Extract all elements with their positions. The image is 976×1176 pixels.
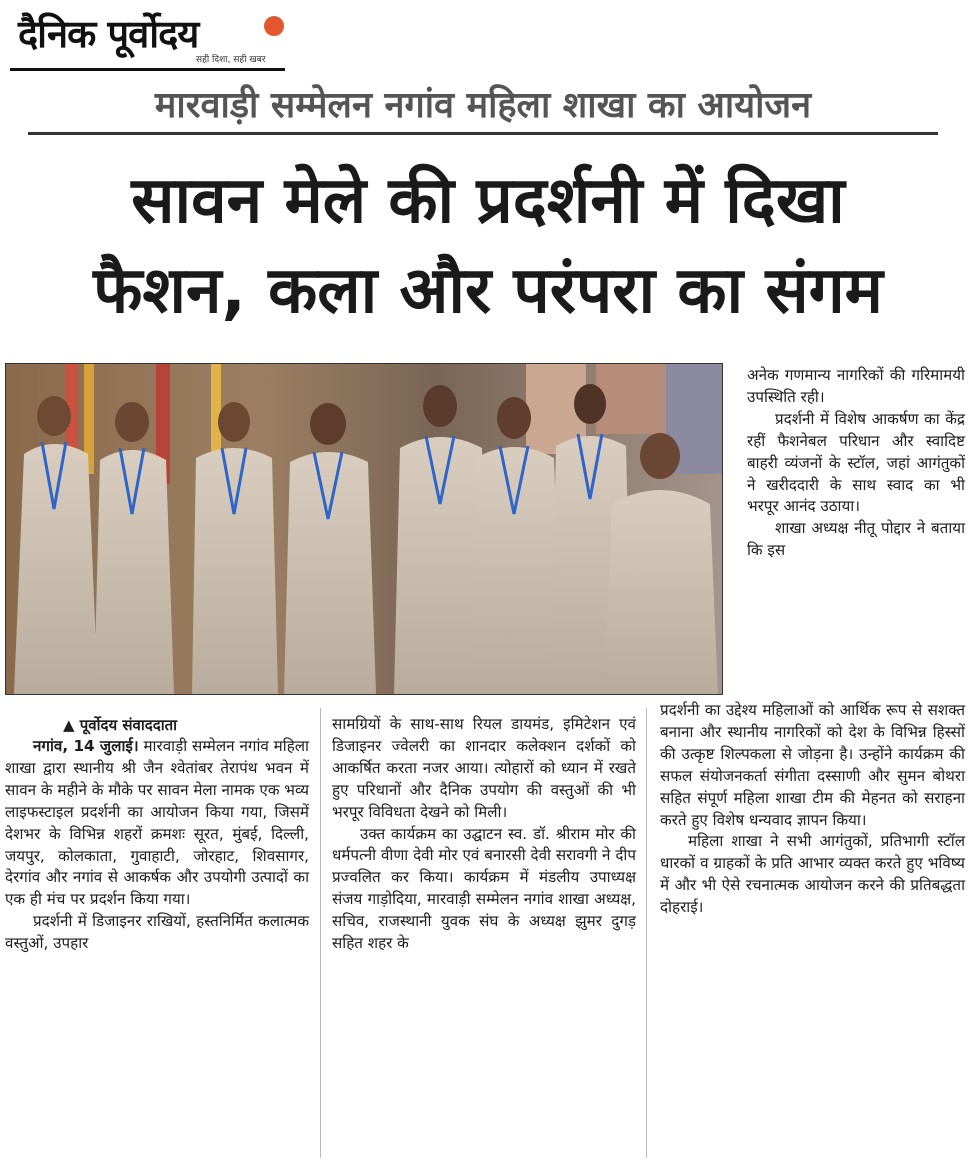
byline xyxy=(5,714,309,736)
article-column-3 xyxy=(660,700,965,919)
kicker-rule xyxy=(28,132,938,135)
kicker-text: मारवाड़ी सम्मेलन नगांव महिला शाखा का आयोजन xyxy=(154,85,812,126)
group-photo-image xyxy=(6,364,722,694)
masthead xyxy=(10,6,285,72)
paragraph: महिला शाखा ने सभी आगंतुकों, प्रतिभागी स्टॉल धारकों व ग्राहकों के प्रति आभार व्यक्त करते हुए भविष्य में और भी ऐसे रचनात्मक आयोजन करने की प्रतिबद्धता दोहराई। xyxy=(660,832,965,917)
paragraph: प्रदर्शनी का उद्देश्य महिलाओं को आर्थिक रूप से सशक्त बनाना और स्थानीय नागरिकों को देश के विभिन्न हिस्सों की उत्कृष्ट शिल्पकला से जोड़ना है। उन्होंने कार्यक्रम की सफल संयोजनकर्ता संगीता दस्साणी और सुमन बोथरा सहित संपूर्ण महिला शाखा टीम की मेहनत को सराहना करते हुए विशेष धन्यवाद ज्ञापन किया। xyxy=(660,701,965,829)
paragraph: मारवाड़ी सम्मेलन नगांव महिला शाखा द्वारा स्थानीय श्री जैन श्वेतांबर तेरापंथ भवन में सावन के महीने के मौके पर सावन मेला नामक एक भव्य लाइफस्टाइल प्रदर्शनी का आयोजन किया गया, जिसमें देशभर के विभिन्न शहरों क्रमशः सूरत, मुंबई, दिल्ली, जयपुर, कोलकाता, गुवाहाटी, जोरहाट, शिवसागर, देरगांव और नगांव से आकर्षक और उपयोगी उत्पादों का एक ही मंच पर प्रदर्शन किया गया। xyxy=(5,737,309,909)
headline-line-1: सावन मेले की प्रदर्शनी में दिखा xyxy=(131,164,845,238)
byline-text: पूर्वोदय संवाददाता xyxy=(79,716,178,734)
logo-dot-icon xyxy=(264,16,284,36)
paragraph: प्रदर्शनी में विशेष आकर्षण का केंद्र रहीं फैशनेबल परिधान और स्वादिष्ट बाहरी व्यंजनों के स्टॉल, जहां आगंतुकों ने खरीददारी के साथ स्वाद का भी भरपूर आनंद उठाया। xyxy=(747,409,965,516)
paragraph: शाखा अध्यक्ष नीतू पोद्दार ने बताया कि इस xyxy=(747,519,965,560)
paragraph: प्रदर्शनी में डिजाइनर राखियों, हस्तनिर्मित कलात्मक वस्तुओं, उपहार xyxy=(5,912,309,953)
headline xyxy=(10,156,966,336)
paragraph: उक्त कार्यक्रम का उद्घाटन स्व. डॉ. श्रीराम मोर की धर्मपत्नी वीणा देवी मोर एवं बनारसी देवी सरावगी ने दीप प्रज्वलित कर किया। कार्यक्रम में मंडलीय उपाध्यक्ष संजय गाड़ोदिया, मारवाड़ी सम्मेलन नगांव शाखा अध्यक्ष, सचिव, राजस्थानी युवक संघ के अध्यक्ष झुमर दुगड़ सहित शहर के xyxy=(332,824,636,953)
paragraph: अनेक गणमान्य नागरिकों की गरिमामयी उपस्थिति रही। xyxy=(747,366,965,406)
headline-line-2: फैशन, कला और परंपरा का संगम xyxy=(93,254,883,328)
news-photo xyxy=(5,363,723,695)
masthead-rule xyxy=(10,68,285,71)
paragraph: सामग्रियों के साथ-साथ रियल डायमंड, इमिटेशन एवं डिजाइनर ज्वेलरी का शानदार कलेक्शन दर्शकों को आकर्षित करता नजर आया। त्योहारों को ध्यान में रखते हुए परिधानों और दैनिक उपयोग की वस्तुओं की भी भरपूर विविधता देखने को मिली। xyxy=(332,715,636,821)
newspaper-logo: दैनिक पूर्वोदय xyxy=(18,12,199,56)
article-column-1 xyxy=(5,714,309,955)
article-column-right-top xyxy=(747,365,965,562)
article-column-2 xyxy=(332,714,636,955)
kicker xyxy=(28,82,938,134)
tagline: सही दिशा, सही खबर xyxy=(196,55,266,65)
dateline: नगांव, 14 जुलाई। xyxy=(33,737,139,755)
column-divider xyxy=(320,708,321,1158)
triangle-icon: ▲ xyxy=(63,716,80,734)
column-divider xyxy=(646,708,647,1158)
